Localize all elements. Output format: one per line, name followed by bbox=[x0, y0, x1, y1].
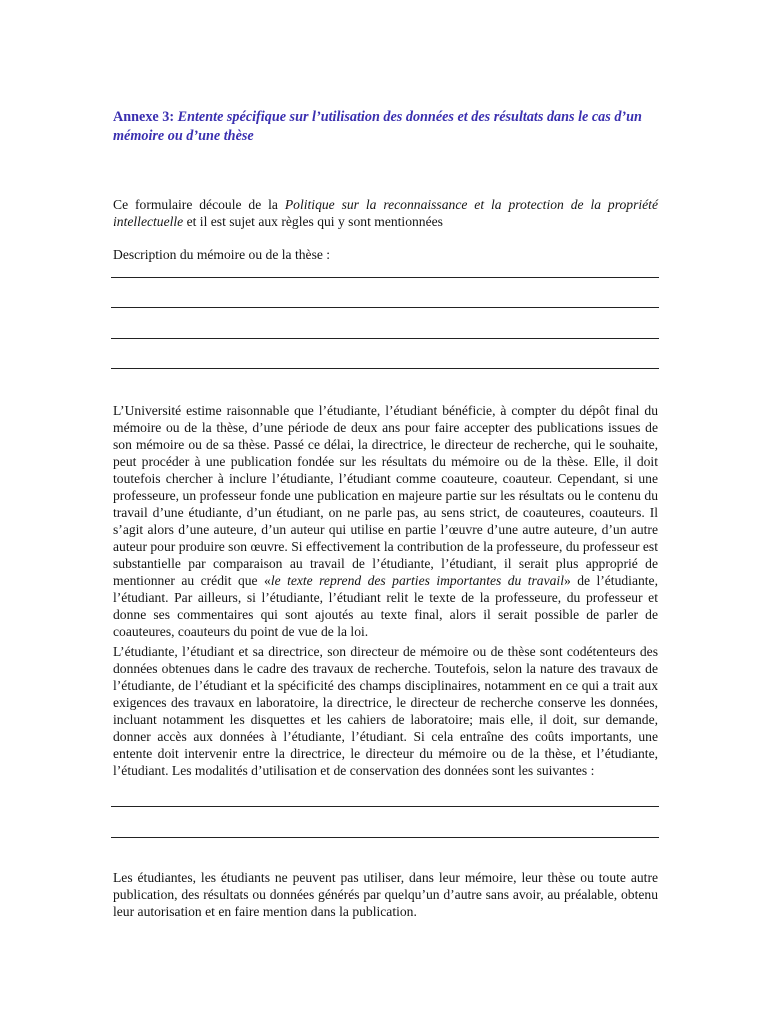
credit-quote: le texte reprend des parties importantes du travail bbox=[270, 573, 564, 588]
intro-part1: Ce formulaire découle de la bbox=[113, 197, 285, 212]
description-line-4[interactable] bbox=[111, 368, 659, 369]
description-line-1[interactable] bbox=[111, 277, 659, 278]
authorization-paragraph: Les étudiantes, les étudiants ne peuvent pas utiliser, dans leur mémoire, leur thèse ou toute autre publication, des résultats ou données générés par quelqu’un d’autre sans avoir, au préalable, obtenu leur autorisation et en faire mention dans la publication. bbox=[113, 870, 658, 919]
description-line-3[interactable] bbox=[111, 338, 659, 339]
paragraph1-part1: L’Université estime raisonnable que l’étudiante, l’étudiant bénéficie, à compter du dépôt final du mémoire ou de la thèse, d’une période de deux ans pour faire accepter des publications issues de son mémoire ou de sa thèse. Passé ce délai, la directrice, le directeur de recherche, qui le souhaite, peut procéder à une publication fondée sur les résultats du mémoire ou de la thèse. Elle, il doit toutefois chercher à inclure l’étudiante, l’étudiant comme coauteure, coauteur. Cependant, si une professeure, un professeur fonde une publication en majeure partie sur les résultats ou le contenu du travail d’une étudiante, d’un étudiant, on ne parle pas, au sens strict, de coauteures, coauteurs. Il s’agit alors d’une auteure, d’un auteur qui utilise en partie l’œuvre d’une autre auteure, d’un autre auteur pour produire son œuvre. Si effectivement la contribution de la professeure, du professeur est substantielle par comparaison au travail de l’étudiante, l’étudiant, il serait plus approprié de mentionner au crédit que « bbox=[113, 403, 658, 588]
modalities-line-2[interactable] bbox=[111, 837, 659, 838]
title-prefix: Annexe 3: bbox=[113, 109, 178, 125]
modalities-line-1[interactable] bbox=[111, 806, 659, 807]
document-title bbox=[113, 108, 658, 146]
policy-title: Politique sur la reconnaissance et la protection de la propriété intellectuelle bbox=[113, 197, 658, 229]
intro-part2: et il est sujet aux règles qui y sont mentionnées bbox=[183, 214, 443, 229]
intro-paragraph bbox=[113, 196, 658, 230]
data-paragraph: L’étudiante, l’étudiant et sa directrice, son directeur de mémoire ou de thèse sont codétenteurs des données obtenues dans le cadre des travaux de recherche. Toutefois, selon la nature des travaux de l’étudiante, de l’étudiant et la spécificité des champs disciplinaires, notamment en ce qui a trait aux exigences des travaux en laboratoire, la directrice, le directeur de recherche conserve les données, incluant notamment les disquettes et les cahiers de laboratoire; mais elle, il doit, sur demande, donner accès aux données à l’étudiante, l’étudiant. Si cela entraîne des coûts importants, une entente doit intervenir entre la directrice, le directeur du mémoire ou de la thèse, et l’étudiante, l’étudiant. Les modalités d’utilisation et de conservation des données sont les suivantes : bbox=[113, 644, 658, 778]
description-label: Description du mémoire ou de la thèse : bbox=[113, 247, 331, 262]
publication-paragraph bbox=[113, 402, 658, 640]
title-italic: Entente spécifique sur l’utilisation des données et des résultats dans le cas d’un mémoire ou d’une thèse bbox=[113, 109, 642, 144]
paragraph1-part2: » de l’étudiante, l’étudiant. Par ailleurs, si l’étudiante, l’étudiant relit le texte de la professeure, du professeur et donne ses commentaires qui sont ajoutés au texte final, alors il serait possible de parler de coauteures, coauteurs du point de vue de la loi. bbox=[113, 573, 658, 639]
description-line-2[interactable] bbox=[111, 307, 659, 308]
